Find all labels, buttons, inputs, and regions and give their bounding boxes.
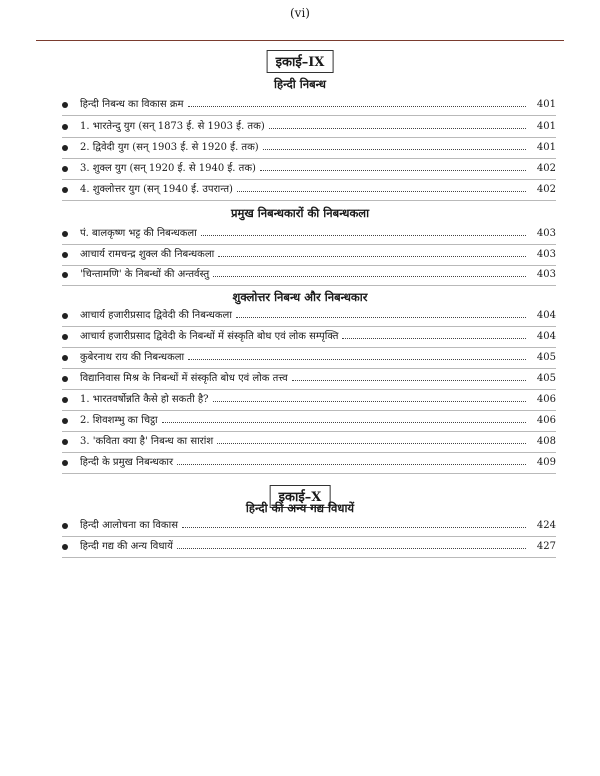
entry-title: 1. भारतेन्दु युग (सन् 1873 ई. से 1903 ई. तक) [80, 121, 265, 132]
bullet-icon [62, 313, 68, 319]
divider [62, 389, 556, 390]
entry-title: आचार्य रामचन्द्र शुक्ल की निबन्धकला [80, 249, 215, 260]
dot-leader [237, 191, 526, 192]
entry-title: कुबेरनाथ राय की निबन्धकला [80, 352, 185, 363]
divider [62, 410, 556, 411]
bullet-icon [62, 355, 68, 361]
dot-leader [188, 359, 526, 360]
dot-leader [342, 338, 526, 339]
toc-entry[interactable] [62, 227, 556, 243]
entry-page: 403 [536, 228, 556, 239]
entry-page: 402 [536, 163, 556, 174]
dot-leader [218, 256, 526, 257]
divider [62, 285, 556, 286]
toc-entry[interactable] [62, 183, 556, 199]
toc-entry[interactable] [62, 248, 556, 264]
toc-entry[interactable] [62, 351, 556, 367]
bullet-icon [62, 102, 68, 108]
bullet-icon [62, 418, 68, 424]
section-title-pramukh-nibandhkar: प्रमुख निबन्धकारों की निबन्धकला [230, 206, 370, 220]
divider [62, 265, 556, 266]
toc-entry[interactable] [62, 456, 556, 472]
toc-entry[interactable] [62, 120, 556, 136]
toc-entry[interactable] [62, 98, 556, 114]
entry-title: 1. भारतवर्षोन्नति कैसे हो सकती है? [80, 394, 209, 405]
dot-leader [292, 380, 526, 381]
entry-page: 401 [536, 121, 556, 132]
toc-entry[interactable] [62, 414, 556, 430]
entry-page: 401 [536, 142, 556, 153]
bullet-icon [62, 166, 68, 172]
bullet-icon [62, 376, 68, 382]
dot-leader [269, 128, 526, 129]
toc-entry[interactable] [62, 268, 556, 284]
section-title-shuklottar: शुक्लोत्तर निबन्ध और निबन्धकार [232, 290, 368, 304]
dot-leader [182, 527, 526, 528]
entry-page: 401 [536, 99, 556, 110]
dot-leader [213, 276, 526, 277]
unit-ix-heading: इकाई–IX [267, 50, 334, 73]
toc-entry[interactable] [62, 330, 556, 346]
divider [62, 326, 556, 327]
bullet-icon [62, 187, 68, 193]
entry-title: 4. शुक्लोत्तर युग (सन् 1940 ई. उपरान्त) [80, 184, 233, 195]
entry-page: 404 [536, 310, 556, 321]
bullet-icon [62, 460, 68, 466]
entry-title: 2. द्विवेदी युग (सन् 1903 ई. से 1920 ई. तक) [80, 142, 259, 153]
dot-leader [188, 106, 527, 107]
entry-title: 'चिन्तामणि' के निबन्धों की अन्तर्वस्तु [80, 269, 210, 280]
divider [62, 200, 556, 201]
toc-entry[interactable] [62, 162, 556, 178]
divider [62, 347, 556, 348]
dot-leader [260, 170, 526, 171]
entry-title: विद्यानिवास मिश्र के निबन्धों में संस्कृति बोध एवं लोक तत्त्व [80, 373, 288, 384]
entry-page: 406 [536, 394, 556, 405]
entry-page: 409 [536, 457, 556, 468]
entry-page: 405 [536, 352, 556, 363]
entry-page: 403 [536, 269, 556, 280]
divider [62, 158, 556, 159]
entry-title: हिन्दी आलोचना का विकास [80, 520, 178, 531]
bullet-icon [62, 439, 68, 445]
bullet-icon [62, 523, 68, 529]
entry-page: 424 [536, 520, 556, 531]
entry-title: पं. बालकृष्ण भट्ट की निबन्धकला [80, 228, 197, 239]
bullet-icon [62, 272, 68, 278]
divider [62, 431, 556, 432]
page-number: (vi) [290, 6, 310, 20]
entry-title: 3. 'कविता क्या है' निबन्ध का सारांश [80, 436, 214, 447]
dot-leader [213, 401, 526, 402]
dot-leader [263, 149, 526, 150]
entry-title: हिन्दी के प्रमुख निबन्धकार [80, 457, 174, 468]
bullet-icon [62, 544, 68, 550]
divider [62, 244, 556, 245]
bullet-icon [62, 231, 68, 237]
entry-page: 402 [536, 184, 556, 195]
entry-title: हिन्दी निबन्ध का विकास क्रम [80, 99, 184, 110]
entry-page: 406 [536, 415, 556, 426]
dot-leader [236, 317, 526, 318]
entry-title: हिन्दी गद्य की अन्य विधायें [80, 541, 173, 552]
dot-leader [217, 443, 526, 444]
dot-leader [177, 464, 526, 465]
entry-page: 408 [536, 436, 556, 447]
divider [62, 115, 556, 116]
entry-page: 427 [536, 541, 556, 552]
entry-page: 403 [536, 249, 556, 260]
toc-entry[interactable] [62, 393, 556, 409]
bullet-icon [62, 145, 68, 151]
toc-entry[interactable] [62, 141, 556, 157]
unit-x-heading: इकाई–X [270, 485, 331, 508]
entry-title: आचार्य हजारीप्रसाद द्विवेदी की निबन्धकला [80, 310, 232, 321]
bullet-icon [62, 124, 68, 130]
bullet-icon [62, 334, 68, 340]
divider [62, 452, 556, 453]
bullet-icon [62, 397, 68, 403]
section-title-hindi-nibandh: हिन्दी निबन्ध [274, 77, 326, 91]
dot-leader [201, 235, 526, 236]
entry-page: 404 [536, 331, 556, 342]
header-rule [36, 40, 564, 41]
dot-leader [162, 422, 526, 423]
toc-entry[interactable] [62, 309, 556, 325]
entry-page: 405 [536, 373, 556, 384]
entry-title: 2. शिवशम्भु का चिट्ठा [80, 415, 158, 426]
toc-entry[interactable] [62, 435, 556, 451]
dot-leader [177, 548, 526, 549]
bullet-icon [62, 252, 68, 258]
divider [62, 179, 556, 180]
entry-title: आचार्य हजारीप्रसाद द्विवेदी के निबन्धों में संस्कृति बोध एवं लोक सम्पृक्ति [80, 331, 339, 342]
toc-entry[interactable] [62, 540, 556, 556]
toc-entry[interactable] [62, 372, 556, 388]
divider [62, 557, 556, 558]
divider [62, 368, 556, 369]
section-title-anya-gadya: हिन्दी की अन्य गद्य विधायें [245, 501, 355, 515]
toc-entry[interactable] [62, 519, 556, 535]
entry-title: 3. शुक्ल युग (सन् 1920 ई. से 1940 ई. तक) [80, 163, 256, 174]
divider [62, 536, 556, 537]
divider [62, 137, 556, 138]
divider [62, 473, 556, 474]
